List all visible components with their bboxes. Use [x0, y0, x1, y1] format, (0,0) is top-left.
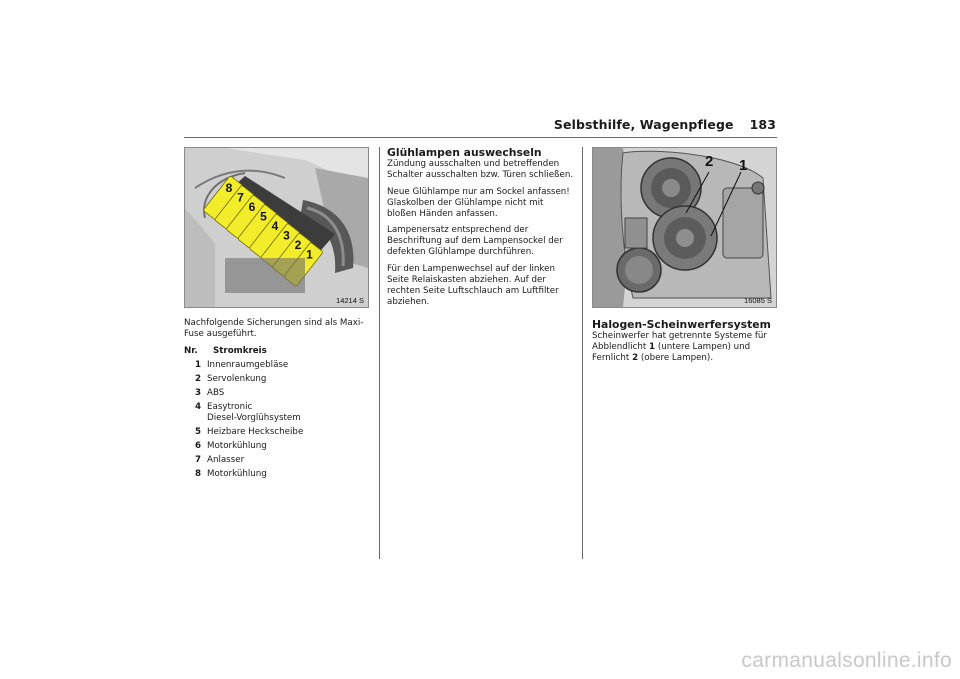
watermark: carmanualsonline.info: [741, 649, 952, 672]
fuse-label: 2: [294, 238, 302, 252]
fuse-circuit-line: Innenraumgebläse: [207, 360, 289, 370]
fuse-circuit-line: Servolenkung: [207, 374, 267, 384]
fuse-list-column: [184, 318, 367, 483]
fuse-box-illustration: [185, 148, 368, 307]
halogen-text: [592, 331, 778, 364]
fuse-circuit-line: Diesel-Vorglühsystem: [207, 413, 301, 423]
headlamp-figure: [592, 147, 777, 308]
fuse-box-figure: [184, 147, 369, 308]
page-number: 183: [749, 117, 776, 132]
fuse-circuit-line: Easytronic: [207, 402, 253, 412]
fuse-circuit-line: Heizbare Heckscheibe: [207, 427, 304, 437]
fuse-row: [184, 374, 367, 385]
fuse-row: [184, 402, 367, 424]
fuse-circuit: [207, 427, 367, 438]
fuse-circuit: [207, 455, 367, 466]
bulb-step-2: Neue Glühlampe nur am Sockel anfassen! Glaskolben der Glühlampe nicht mit bloßen Händen anfassen.: [387, 186, 570, 219]
halogen-text-b: (untere Lampen) und Fernlicht: [592, 342, 751, 363]
fuse-label: 8: [225, 181, 233, 195]
fuse-circuit: [207, 402, 367, 424]
column-divider-2: [582, 147, 583, 559]
bulb-change-column: [387, 146, 574, 313]
fuse-number: 8: [194, 469, 201, 479]
fuse-number: 4: [194, 402, 201, 412]
fuse-number: 2: [194, 374, 201, 384]
col-circuit: Stromkreis: [213, 346, 267, 356]
page-header: [554, 117, 776, 132]
fuse-number: 3: [194, 388, 201, 398]
figure-code-left: 14214 S: [336, 296, 364, 305]
headlamp-illustration: [593, 148, 776, 307]
fuse-circuit-line: ABS: [207, 388, 225, 398]
header-rule: [184, 137, 777, 138]
headlamp-label-1: 1: [739, 157, 748, 174]
fuse-label: 7: [237, 190, 244, 205]
bulb-change-heading: Glühlampen auswechseln: [387, 146, 542, 159]
fuse-circuit-line: Anlasser: [207, 455, 245, 465]
fuse-circuit: [207, 441, 367, 452]
fuse-table-header: [184, 346, 367, 357]
fuse-circuit-line: Motorkühlung: [207, 441, 267, 451]
header-title: Selbsthilfe, Wagenpflege: [553, 117, 734, 132]
halogen-heading: Halogen-Scheinwerfersystem: [592, 318, 771, 331]
fuse-number: 7: [194, 455, 201, 465]
fuse-intro: Nachfolgende Sicherungen sind als Maxi-Fuse ausgeführt.: [184, 318, 364, 339]
fuse-row: [184, 360, 367, 371]
fuse-label: 6: [248, 200, 256, 214]
fuse-row: [184, 388, 367, 399]
fuse-circuit: [207, 469, 367, 480]
fuse-label: 3: [283, 228, 290, 243]
fuse-row: [184, 441, 367, 452]
bulb-step-4: Für den Lampenwechsel auf der linken Seite Relaiskasten abziehen. Auf der rechten Seite Luftschlauch am Luftfilter abziehen.: [387, 263, 559, 307]
fuse-label: 1: [306, 247, 313, 262]
col-nr: Nr.: [184, 346, 198, 356]
halogen-num-1: 1: [649, 342, 656, 352]
column-divider-1: [379, 147, 380, 559]
fuse-row: [184, 469, 367, 480]
fuse-circuit: [207, 388, 367, 399]
fuse-circuit: [207, 360, 367, 371]
fuse-label: 5: [260, 209, 267, 224]
halogen-column: [592, 318, 778, 370]
fuse-number: 1: [194, 360, 201, 370]
fuse-circuit: [207, 374, 367, 385]
fuse-circuit-line: Motorkühlung: [207, 469, 267, 479]
fuse-number: 5: [194, 427, 201, 437]
bulb-step-3: Lampenersatz entsprechend der Beschriftung auf dem Lampensockel der defekten Glühlampe durchführen.: [387, 225, 563, 257]
fuse-number: 6: [194, 441, 201, 451]
bulb-step-1: Zündung ausschalten und betreffenden Schalter ausschalten bzw. Türen schließen.: [387, 159, 574, 180]
halogen-text-a: Scheinwerfer hat getrennte Systeme für Abblendlicht: [592, 331, 767, 352]
fuse-row: [184, 427, 367, 438]
fuse-label: 4: [271, 219, 279, 233]
headlamp-label-2: 2: [705, 153, 714, 170]
halogen-text-c: (obere Lampen).: [638, 353, 714, 363]
figure-code-right: 16085 S: [744, 296, 772, 305]
fuse-table: [184, 346, 367, 480]
halogen-num-2: 2: [632, 353, 639, 363]
fuse-row: [184, 455, 367, 466]
